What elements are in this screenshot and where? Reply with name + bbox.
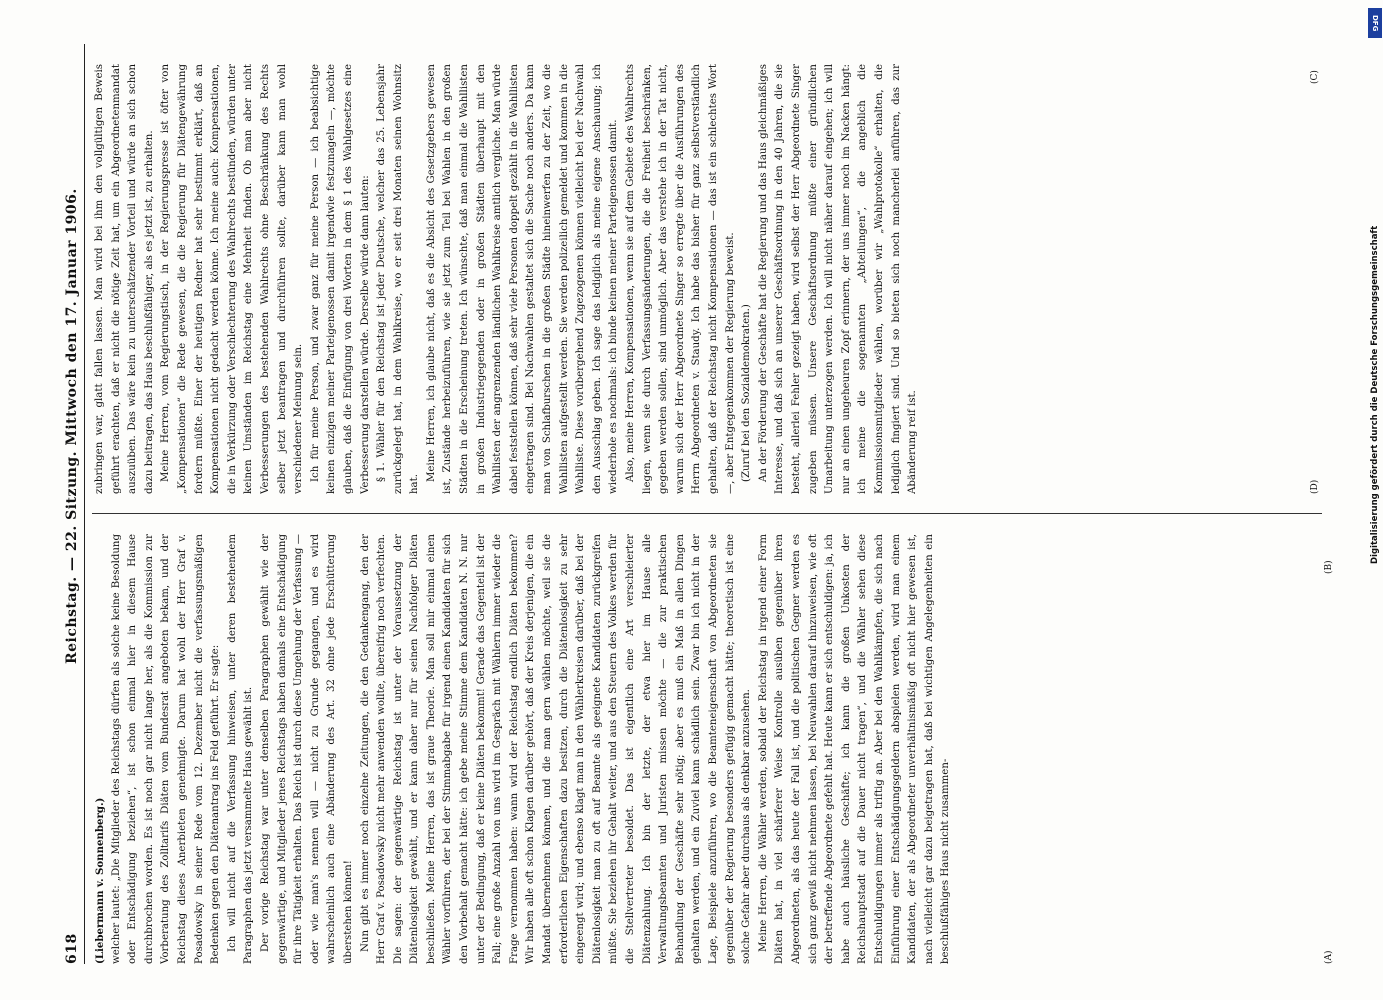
paragraph: Meine Herren, ich glaube nicht, daß es die Absicht des Gesetzgebers gewesen ist, Zustände herbeizuführen, wie sie jetzt zum Teil bei Wahlen in den großen Städten in die Erscheinung treten. Ich wünschte, daß man einmal die Wahllisten in großen Industriegegenden oder in großen Städten überhaupt mit den Wahllisten der angrenzenden ländlichen Wahlkreise amtlich vergliche. Man würde dabei feststellen können, daß sehr viele Personen doppelt gezählt in die Wahllisten eingetragen sind. Bei Nachwahlen gestaltet sich die Sache noch anders. Da kann man von Schlafburschen in die großen Städte hineinwerfen zu der Zeit, wo die Wahllisten aufgestellt werden. Sie werden polizeilich gemeldet und kommen in die Wahlliste. Diese vorübergehend Zugezogenen können vielleicht bei der Nachwahl den Ausschlag geben. Ich sage das lediglich als meine eigene Anschauung; ich wiederhole es nochmals: ich binde keinen meiner Parteigenossen damit. [425, 64, 620, 494]
margin-mark-c: (C) [1310, 70, 1320, 84]
paragraph: Nun gibt es immer noch einzelne Zeitungen, die den Gedankengang, den der Herr Graf v. Posadowsky nicht mehr anwenden wollte, übereifrig noch verfechten. Die sagen: der gegenwärtige Reichstag ist unter der Voraussetzung der Diätenlosigkeit gewählt, und er kann daher nur für seinen Nachfolger Diäten beschließen. Meine Herren, das ist graue Theorie. Man soll mir einmal einen Wähler vorführen, der bei der Stimmabgabe für irgend einen Kandidaten für sich den Vorbehalt gemacht hätte: ich gebe meine Stimme dem Kandidaten N. N. nur unter der Bedingung, daß er keine Diäten bekommt! Gerade das Gegenteil ist der Fall; eine große Anzahl von uns wird im Gespräch mit Wählern immer wieder die Frage vernommen haben: wann wird der Reichstag endlich Diäten bekommen? Wir haben alle oft schon Klagen darüber gehört, daß der Kreis derjenigen, die ein Mandat übernehmen können, und die man gern wählen möchte, weil sie die erforderlichen Eigenschaften dazu besitzen, durch die Diätenlosigkeit zu sehr eingeengt wird; und ebenso klagt man in den Wählerkreisen darüber, daß bei der Diätenlosigkeit man zu oft auf Beamte als geeignete Kandidaten zurückgreifen müßte. Sie beziehen ihr Gehalt weiter, und aus den Steuern des Volkes werden für die Stellvertreter besoldet. Das ist eigentlich eine Art verschleierter Diätenzahlung. Ich bin der letzte, der etwa hier im Hause alle Verwaltungsbeamten und Juristen missen möchte — die zur praktischen Behandlung der Geschäfte sehr nötig; aber es muß ein Maß in allen Dingen gehalten werden, und ein Zuviel kann schädlich sein. Zwar bin ich nicht in der Lage, Beispiele anzuführen, wo die Beamteneigenschaft von Abgeordneten sie gegenüber der Regierung besonders gefügig gemacht hätte; theoretisch ist eine solche Gefahr aber durchaus als denkbar anzusehen. [359, 534, 753, 964]
running-header [62, 44, 84, 964]
paragraph: zubringen war, glatt fallen lassen. Man wird bei ihm den vollgültigen Beweis geführt erachten, daß er nicht die nötige Zeit hat, um ein Abgeordnetenmandat auszuüben. Das wäre kein zu unterschätzender Vorteil und würde an sich schon dazu beitragen, das Haus beschlußfähiger, als es jetzt ist, zu erhalten. [94, 64, 155, 494]
column-divider [92, 513, 1322, 514]
law-quote: § 1. Wähler für den Reichstag ist jeder Deutsche, welcher das 25. Lebensjahr zurückgelegt hat, in dem Wahlkreise, wo er seit drei Monaten seinen Wohnsitz hat. [376, 64, 421, 494]
margin-mark-b: (B) [1324, 560, 1334, 574]
quote-paragraph: Ich will nicht auf die Verfassung hinweisen, unter deren bestehendem Paragraphen das jetzt versammelte Haus gewählt ist. [226, 534, 255, 964]
left-column [92, 534, 1322, 964]
right-column [92, 64, 1322, 494]
paragraph: Der vorige Reichstag war unter denselben Paragraphen gewählt wie der gegenwärtige, und Mitglieder jenes Reichstags haben damals eine Entschädigung für ihre Tätigkeit erhalten. Das Reich ist durch diese Umgehung der Verfassung — oder wie man's nennen will — nicht zu Grunde gegangen, und es wird wahrscheinlich auch eine Abänderung des Art. 32 ohne jede Erschütterung überstehen können! [259, 534, 354, 964]
page-number: 618 [64, 933, 80, 964]
paragraph: An der Förderung der Geschäfte hat die Regierung und das Haus gleichmäßiges Interesse, und daß sich an unserer Geschäftsordnung in den 40 Jahren, die sie besteht, allerlei Fehler gezeigt haben, wird selbst der Herr Abgeordnete Singer zugeben müssen. Unsere Geschäftsordnung müßte einer gründlichen Umarbeitung unterzogen werden. Ich will nicht näher darauf eingehen; ich will nur an einen ungeheuren Zopf erinnern, der uns immer noch im Nacken hängt: ich meine die sogenannten „Abteilungen“, die angeblich die Kommissionsmitglieder wählen, worüber wir „Wahlprotokolle“ erhalten, die lediglich fingiert sind. Und so bieten sich noch mancherlei anführen, das zur Abänderung reif ist. [757, 64, 919, 494]
paragraph: Meine Herren, vom Regierungstisch, in der Regierungspresse ist öfter von „Kompensationen“ die Rede gewesen, die die Regierung für Diätengewährung fordern müßte. Einer der heutigen Redner hat sehr bestimmt erklärt, daß an Kompensationen nicht gedacht werden könne. Ich meine auch: Kompensationen, die in Verkürzung oder Verschlechterung des Wahlrechts bestünden, würden unter keinen Umständen im Reichstag eine Mehrheit finden. Ob man aber nicht Verbesserungen des bestehenden Wahlrechts ohne Beschränkung des Rechts selber jetzt beantragen und durchführen sollte, darüber kann man wohl verschiedener Meinung sein. [160, 64, 305, 494]
header-rule [84, 44, 85, 964]
rotated-page-content [62, 44, 1332, 964]
paragraph: Ich für meine Person, und zwar ganz für meine Person — ich beabsichtige keinen einzigen meiner Parteigenossen damit irgendwie festzunageln —, möchte glauben, daß die Einfügung von drei Worten in dem § 1 des Wahlgesetzes eine Verbesserung darstellen würde. Derselbe würde dann lauten: [309, 64, 371, 494]
margin-mark-d: (D) [1310, 479, 1320, 494]
funding-text: Digitalisierung gefördert durch die Deutsche Forschungsgemeinschaft [1370, 225, 1380, 564]
paragraph: Meine Herren, die Wähler werden, sobald der Reichstag in irgend einer Form Diäten hat, in viel schärferer Weise Kontrolle ausüben gegenüber ihren Abgeordneten, als das heute der Fall ist, und die politischen Gegner werden es sich ganz gewiß nicht nehmen lassen, bei Neuwahlen darauf hinzuweisen, wie oft der betreffende Abgeordnete gefehlt hat. Heute kann er sich entschuldigen: ja, ich habe auch häusliche Geschäfte; ich kann die großen Unkosten der Reichshauptstadt auf die Dauer nicht tragen“, und die Wähler sehen diese Entschuldigungen immer als triftig an. Aber bei den Wahlkämpfen, die sich nach Einführung einer Entschädigungsgeldern abspielen werden, wird man einem Kandidaten, der als Abgeordneter unverhältnismäßig oft nicht hier gewesen ist, nach vielleicht gar dazu beigetragen hat, daß bei wichtigen Angelegenheiten ein beschlußfähiges Haus nicht zusammen- [757, 534, 952, 964]
digitisation-note [1368, 8, 1382, 568]
dfg-logo: DFG [1368, 8, 1382, 38]
paragraph: Also, meine Herren, Kompensationen, wenn sie auf dem Gebiete des Wahlrechts liegen, wenn sie durch Verfassungsänderungen, die die Freiheit beschränken, gegeben werden sollen, sind unmöglich. Aber das verstehe ich in der Tat nicht, warum sich der Herr Abgeordnete Singer so erregte über die Ausführungen des Herrn Abgeordneten v. Staudy. Ich habe das bisher für ganz selbstverständlich gehalten, daß der Reichstag nicht Kompensationen — das ist ein schlechtes Wort —, aber Entgegenkommen der Regierung beweist. [625, 64, 736, 494]
speaker-label: (Liebermann v. Sonnenberg.) [94, 797, 106, 964]
margin-mark-a: (A) [1324, 950, 1334, 964]
interjection: (Zuruf bei den Sozialdemokraten.) [741, 304, 753, 482]
paragraph: welcher lautet: „Die Mitglieder des Reichstags dürfen als solche keine Besoldung oder Entschädigung beziehen“, ist schon einmal hier in diesem Hause durchbrochen worden. Es ist noch gar nicht lange her, als die Kommission zur Vorberatung des Zolltarifs Diäten vom Bundesrat angeboten bekam, und der Reichstag dieses Anerbieten genehmigte. Darum hat wohl der Herr Graf v. Posadowsky in seiner Rede vom 12. Dezember nicht die verfassungsmäßigen Bedenken gegen den Diätenantrag ins Feld geführt. Er sagte: [110, 534, 222, 964]
page-title: Reichstag. — 22. Sitzung. Mittwoch den 17. Januar 1906. [64, 188, 80, 664]
